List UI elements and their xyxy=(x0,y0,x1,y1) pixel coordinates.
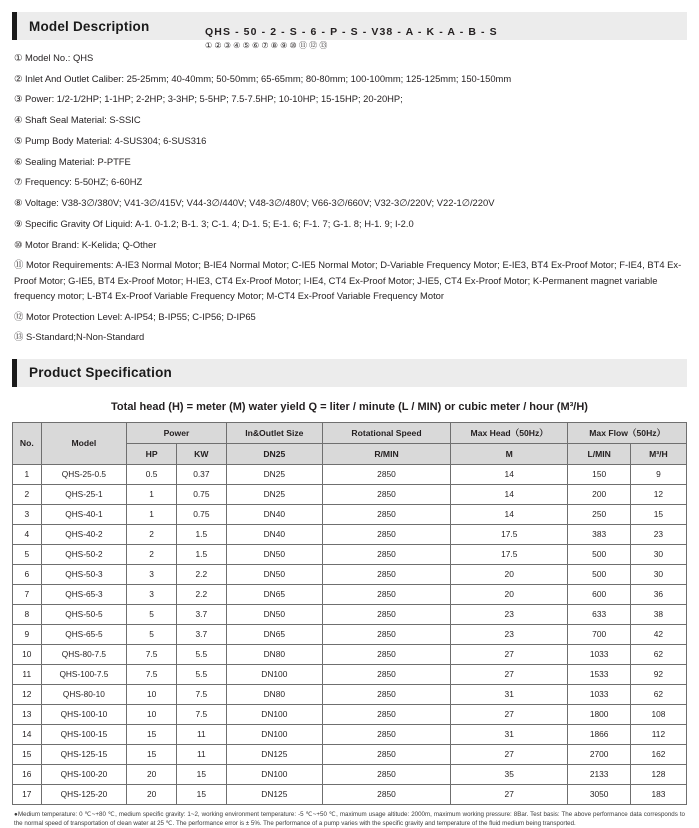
cell-model: QHS-80-7.5 xyxy=(41,644,127,664)
cell-no: 9 xyxy=(13,624,42,644)
cell-no: 2 xyxy=(13,484,42,504)
cell-lmin: 1866 xyxy=(568,724,630,744)
cell-lmin: 383 xyxy=(568,524,630,544)
cell-m3h: 12 xyxy=(630,484,686,504)
cell-hp: 0.5 xyxy=(127,464,177,484)
cell-kw: 0.75 xyxy=(176,504,226,524)
cell-rmin: 2850 xyxy=(322,624,450,644)
cell-rmin: 2850 xyxy=(322,644,450,664)
table-row xyxy=(13,704,687,724)
cell-max-head: 35 xyxy=(451,764,568,784)
cell-max-head: 27 xyxy=(451,704,568,724)
cell-max-head: 17.5 xyxy=(451,524,568,544)
cell-kw: 1.5 xyxy=(176,544,226,564)
cell-max-head: 14 xyxy=(451,504,568,524)
cell-hp: 5 xyxy=(127,604,177,624)
cell-hp: 2 xyxy=(127,524,177,544)
cell-m3h: 183 xyxy=(630,784,686,804)
cell-no: 14 xyxy=(13,724,42,744)
list-item: ⑦ Frequency: 5-50HZ; 6-60HZ xyxy=(14,176,143,188)
table-row xyxy=(13,764,687,784)
cell-lmin: 633 xyxy=(568,604,630,624)
cell-model: QHS-50-3 xyxy=(41,564,127,584)
cell-no: 15 xyxy=(13,744,42,764)
cell-lmin: 500 xyxy=(568,544,630,564)
cell-dn: DN100 xyxy=(226,664,322,684)
cell-max-head: 27 xyxy=(451,784,568,804)
cell-model: QHS-80-10 xyxy=(41,684,127,704)
col-max-head: Max Head（50Hz） xyxy=(451,422,568,443)
cell-no: 13 xyxy=(13,704,42,724)
cell-model: QHS-125-20 xyxy=(41,784,127,804)
cell-dn: DN25 xyxy=(226,464,322,484)
table-row xyxy=(13,524,687,544)
col-hp: HP xyxy=(127,443,177,464)
cell-dn: DN125 xyxy=(226,744,322,764)
product-specification-title: Product Specification xyxy=(29,365,172,381)
spec-heading: Total head (H) = meter (M) water yield Q = liter / minute (L / MIN) or cubic meter / hour (M³/H) xyxy=(111,400,588,413)
cell-lmin: 1533 xyxy=(568,664,630,684)
cell-no: 4 xyxy=(13,524,42,544)
cell-hp: 7.5 xyxy=(127,664,177,684)
cell-hp: 10 xyxy=(127,704,177,724)
cell-rmin: 2850 xyxy=(322,604,450,624)
table-row xyxy=(13,684,687,704)
cell-dn: DN50 xyxy=(226,544,322,564)
cell-lmin: 1033 xyxy=(568,684,630,704)
cell-hp: 15 xyxy=(127,724,177,744)
cell-hp: 1 xyxy=(127,484,177,504)
cell-dn: DN100 xyxy=(226,764,322,784)
cell-dn: DN50 xyxy=(226,564,322,584)
cell-max-head: 20 xyxy=(451,564,568,584)
list-item: ① Model No.: QHS xyxy=(14,52,94,63)
cell-model: QHS-100-7.5 xyxy=(41,664,127,684)
document-page xyxy=(0,12,699,827)
cell-m3h: 162 xyxy=(630,744,686,764)
cell-max-head: 17.5 xyxy=(451,544,568,564)
cell-lmin: 1800 xyxy=(568,704,630,724)
cell-m3h: 62 xyxy=(630,684,686,704)
cell-m3h: 108 xyxy=(630,704,686,724)
cell-dn: DN80 xyxy=(226,644,322,664)
table-row xyxy=(13,604,687,624)
cell-kw: 7.5 xyxy=(176,704,226,724)
cell-m3h: 9 xyxy=(630,464,686,484)
table-row xyxy=(13,624,687,644)
col-power: Power xyxy=(127,422,226,443)
cell-kw: 11 xyxy=(176,724,226,744)
cell-lmin: 200 xyxy=(568,484,630,504)
list-item: ⑩ Motor Brand: K-Kelida; Q-Other xyxy=(14,238,157,250)
cell-kw: 11 xyxy=(176,744,226,764)
cell-m3h: 30 xyxy=(630,564,686,584)
cell-kw: 2.2 xyxy=(176,564,226,584)
cell-rmin: 2850 xyxy=(322,584,450,604)
cell-kw: 15 xyxy=(176,784,226,804)
cell-rmin: 2850 xyxy=(322,724,450,744)
col-rmin: R/MIN xyxy=(322,443,450,464)
cell-rmin: 2850 xyxy=(322,524,450,544)
cell-kw: 0.37 xyxy=(176,464,226,484)
cell-no: 10 xyxy=(13,644,42,664)
table-row xyxy=(13,724,687,744)
list-item: ⑫ Motor Protection Level: A-IP54; B-IP55; C-IP56; D-IP65 xyxy=(14,310,256,322)
cell-rmin: 2850 xyxy=(322,784,450,804)
table-row xyxy=(13,564,687,584)
cell-rmin: 2850 xyxy=(322,564,450,584)
cell-dn: DN65 xyxy=(226,584,322,604)
cell-hp: 1 xyxy=(127,504,177,524)
cell-model: QHS-65-5 xyxy=(41,624,127,644)
cell-max-head: 27 xyxy=(451,664,568,684)
col-max-flow: Max Flow（50Hz） xyxy=(568,422,687,443)
cell-hp: 3 xyxy=(127,584,177,604)
list-item: ④ Shaft Seal Material: S-SSIC xyxy=(14,114,141,126)
list-item: ⑬ S-Standard;N-Non-Standard xyxy=(14,331,145,343)
cell-lmin: 3050 xyxy=(568,784,630,804)
cell-model: QHS-125-15 xyxy=(41,744,127,764)
cell-m3h: 112 xyxy=(630,724,686,744)
cell-m3h: 15 xyxy=(630,504,686,524)
col-lmin: L/MIN xyxy=(568,443,630,464)
cell-model: QHS-100-10 xyxy=(41,704,127,724)
cell-no: 5 xyxy=(13,544,42,564)
table-row xyxy=(13,464,687,484)
cell-dn: DN125 xyxy=(226,784,322,804)
cell-max-head: 31 xyxy=(451,724,568,744)
cell-dn: DN25 xyxy=(226,484,322,504)
cell-m3h: 36 xyxy=(630,584,686,604)
list-item: ⑤ Pump Body Material: 4-SUS304; 6-SUS316 xyxy=(14,134,207,146)
cell-kw: 5.5 xyxy=(176,664,226,684)
cell-m3h: 92 xyxy=(630,664,686,684)
product-specification-section xyxy=(0,359,699,828)
cell-rmin: 2850 xyxy=(322,764,450,784)
cell-no: 1 xyxy=(13,464,42,484)
cell-dn: DN40 xyxy=(226,524,322,544)
cell-hp: 10 xyxy=(127,684,177,704)
cell-hp: 5 xyxy=(127,624,177,644)
cell-kw: 15 xyxy=(176,764,226,784)
cell-no: 12 xyxy=(13,684,42,704)
footnote: ●Medium temperature: 0 ℃~+80 ℃, medium specific gravity: 1~2, working environment temperature: -5 ℃~+50 ℃, maximum usage altitude: 2000m, maximum working pressure: 8Bar. Test basis: The above performance data corresponds to the normal speed of transportation of clean water at 25 ℃. The performance error is ± 5%. The performance of a pump varies with the specific gravity and temperature of the fluid medium being transported. xyxy=(14,810,685,827)
cell-lmin: 600 xyxy=(568,584,630,604)
list-item: ⑧ Voltage: V38-3∅/380V; V41-3∅/415V; V44-3∅/440V; V48-3∅/480V; V66-3∅/660V; V32-3∅/220V; V22-1∅/220V xyxy=(14,197,495,209)
list-item: ③ Power: 1/2-1/2HP; 1-1HP; 2-2HP; 3-3HP; 5-5HP; 7.5-7.5HP; 10-10HP; 15-15HP; 20-20HP; xyxy=(14,93,403,105)
cell-dn: DN65 xyxy=(226,624,322,644)
cell-m3h: 23 xyxy=(630,524,686,544)
col-inoutlet-size: In&Outlet Size xyxy=(226,422,322,443)
cell-lmin: 2133 xyxy=(568,764,630,784)
table-row xyxy=(13,504,687,524)
list-item: ⑨ Specific Gravity Of Liquid: A-1. 0-1.2; B-1. 3; C-1. 4; D-1. 5; E-1. 6; F-1. 7; G-1. 8; H-1. 9; I-2.0 xyxy=(14,217,414,229)
cell-kw: 7.5 xyxy=(176,684,226,704)
list-item: ⑪ Motor Requirements: A-IE3 Normal Motor; B-IE4 Normal Motor; C-IE5 Normal Motor; D-Variable Frequency Motor; E-IE3, BT4 Ex-Proof Motor; F-IE4, BT4 Ex-Proof Motor; G-IE5, BT4 Ex-Proof Motor; H-IE3, CT4 Ex-Proof Motor; I-IE4, CT4 Ex-Proof Motor; J-IE5, CT4 Ex-Proof Motor; K-Permanent magnet variable frequency motor; L-BT4 Ex-Proof Variable Frequency Motor; M-CT4 Ex-Proof Variable Frequency Motor xyxy=(14,259,682,301)
cell-no: 8 xyxy=(13,604,42,624)
cell-kw: 2.2 xyxy=(176,584,226,604)
cell-kw: 3.7 xyxy=(176,604,226,624)
model-code-diagram xyxy=(205,26,675,51)
table-row xyxy=(13,784,687,804)
table-row xyxy=(13,664,687,684)
cell-model: QHS-50-5 xyxy=(41,604,127,624)
col-m3h: M³/H xyxy=(630,443,686,464)
table-head xyxy=(13,422,687,464)
cell-max-head: 27 xyxy=(451,644,568,664)
cell-no: 11 xyxy=(13,664,42,684)
cell-dn: DN40 xyxy=(226,504,322,524)
col-kw: KW xyxy=(176,443,226,464)
cell-rmin: 2850 xyxy=(322,704,450,724)
model-description-title: Model Description xyxy=(29,18,150,34)
cell-max-head: 23 xyxy=(451,624,568,644)
table-body xyxy=(13,464,687,804)
cell-no: 3 xyxy=(13,504,42,524)
cell-hp: 2 xyxy=(127,544,177,564)
cell-model: QHS-25-0.5 xyxy=(41,464,127,484)
cell-model: QHS-40-2 xyxy=(41,524,127,544)
table-header-row-1 xyxy=(13,422,687,443)
cell-lmin: 250 xyxy=(568,504,630,524)
cell-kw: 0.75 xyxy=(176,484,226,504)
col-dn: DN25 xyxy=(226,443,322,464)
col-no: No. xyxy=(13,422,42,464)
cell-lmin: 150 xyxy=(568,464,630,484)
table-row xyxy=(13,644,687,664)
cell-model: QHS-100-20 xyxy=(41,764,127,784)
cell-kw: 1.5 xyxy=(176,524,226,544)
cell-max-head: 31 xyxy=(451,684,568,704)
cell-lmin: 2700 xyxy=(568,744,630,764)
cell-kw: 3.7 xyxy=(176,624,226,644)
cell-max-head: 23 xyxy=(451,604,568,624)
cell-hp: 20 xyxy=(127,764,177,784)
cell-max-head: 14 xyxy=(451,464,568,484)
cell-max-head: 20 xyxy=(451,584,568,604)
cell-m3h: 38 xyxy=(630,604,686,624)
cell-dn: DN50 xyxy=(226,604,322,624)
cell-m3h: 30 xyxy=(630,544,686,564)
cell-model: QHS-25-1 xyxy=(41,484,127,504)
cell-m3h: 128 xyxy=(630,764,686,784)
list-item: ② Inlet And Outlet Caliber: 25-25mm; 40-40mm; 50-50mm; 65-65mm; 80-80mm; 100-100mm; 125-125mm; 150-150mm xyxy=(14,72,512,84)
cell-rmin: 2850 xyxy=(322,744,450,764)
cell-model: QHS-50-2 xyxy=(41,544,127,564)
cell-hp: 7.5 xyxy=(127,644,177,664)
cell-dn: DN100 xyxy=(226,724,322,744)
cell-rmin: 2850 xyxy=(322,464,450,484)
cell-rmin: 2850 xyxy=(322,504,450,524)
cell-model: QHS-65-3 xyxy=(41,584,127,604)
cell-hp: 15 xyxy=(127,744,177,764)
cell-m3h: 62 xyxy=(630,644,686,664)
cell-hp: 3 xyxy=(127,564,177,584)
cell-max-head: 27 xyxy=(451,744,568,764)
cell-model: QHS-100-15 xyxy=(41,724,127,744)
col-model: Model xyxy=(41,422,127,464)
model-description-list xyxy=(14,50,685,345)
model-code-markers: ① ② ③ ④ ⑤ ⑥ ⑦ ⑧ ⑨ ⑩ ⑪ ⑫ ⑬ xyxy=(205,41,328,50)
cell-max-head: 14 xyxy=(451,484,568,504)
cell-hp: 20 xyxy=(127,784,177,804)
col-m: M xyxy=(451,443,568,464)
cell-no: 16 xyxy=(13,764,42,784)
cell-m3h: 42 xyxy=(630,624,686,644)
cell-model: QHS-40-1 xyxy=(41,504,127,524)
cell-dn: DN100 xyxy=(226,704,322,724)
cell-lmin: 500 xyxy=(568,564,630,584)
table-row xyxy=(13,744,687,764)
col-rotational-speed: Rotational Speed xyxy=(322,422,450,443)
cell-no: 6 xyxy=(13,564,42,584)
table-row xyxy=(13,484,687,504)
cell-no: 7 xyxy=(13,584,42,604)
cell-dn: DN80 xyxy=(226,684,322,704)
cell-rmin: 2850 xyxy=(322,664,450,684)
cell-lmin: 700 xyxy=(568,624,630,644)
product-specification-header xyxy=(12,359,687,387)
cell-rmin: 2850 xyxy=(322,484,450,504)
cell-rmin: 2850 xyxy=(322,544,450,564)
table-row xyxy=(13,584,687,604)
cell-kw: 5.5 xyxy=(176,644,226,664)
table-row xyxy=(13,544,687,564)
cell-lmin: 1033 xyxy=(568,644,630,664)
list-item: ⑥ Sealing Material: P-PTFE xyxy=(14,155,131,167)
model-code-string: QHS - 50 - 2 - S - 6 - P - S - V38 - A - K - A - B - S xyxy=(205,26,498,38)
cell-no: 17 xyxy=(13,784,42,804)
specification-table xyxy=(12,422,687,805)
cell-rmin: 2850 xyxy=(322,684,450,704)
